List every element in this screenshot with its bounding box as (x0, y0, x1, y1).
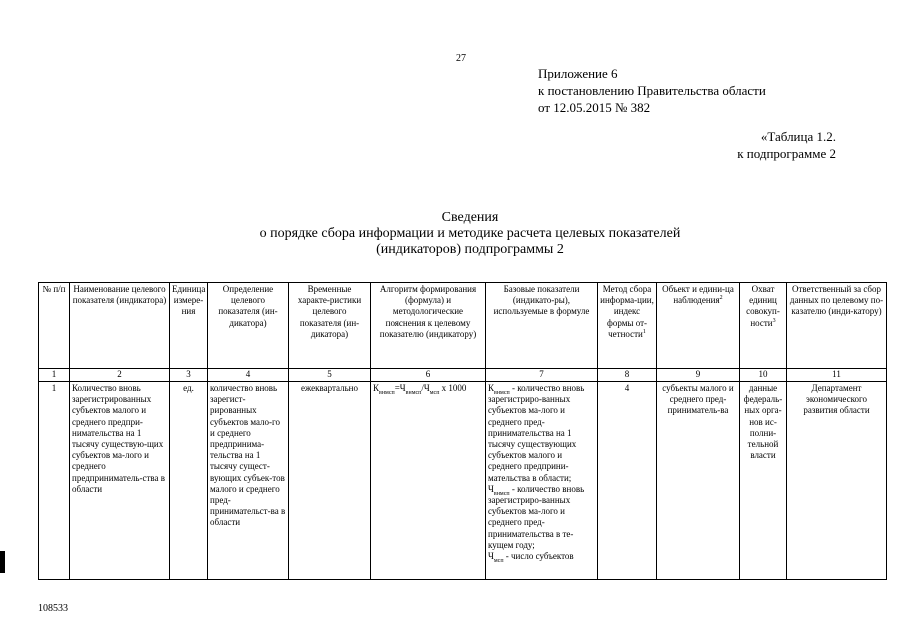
column-number: 3 (170, 369, 208, 382)
coverage: данные федераль-ных орга-нов ис-полни-тельной власти (740, 382, 787, 580)
base-text: - число субъектов (503, 551, 574, 562)
formula-ch-sub: внмсп (405, 389, 422, 396)
column-number: 10 (740, 369, 787, 382)
column-number: 9 (657, 369, 740, 382)
table-header-row (39, 283, 887, 369)
observation-object: субъекты малого и среднего пред-приниматель-ва (657, 382, 740, 580)
column-number: 6 (371, 369, 486, 382)
col-header-3: Единица измере-ния (170, 283, 208, 369)
time-characteristics: ежеквартально (289, 382, 371, 580)
formula-slash: /Ч (421, 383, 430, 393)
col-header-7: Базовые показатели (индикато-ры), используемые в формуле (486, 283, 598, 369)
table-caption-line-2: к подпрограмме 2 (737, 146, 836, 161)
page-number: 27 (456, 53, 466, 64)
column-number: 1 (39, 369, 70, 382)
row-number: 1 (39, 382, 70, 580)
appendix-header (538, 65, 766, 116)
unit-of-measure: ед. (170, 382, 208, 580)
appendix-line-1: Приложение 6 (538, 66, 618, 81)
base-text: - количество вновь зарегистриро-ванных субъектов ма-лого и среднего пред-принимательства на 1 тысячу существующих субъектов малого и среднего предприни-мательства в области; (488, 383, 585, 483)
appendix-line-2: к постановлению Правительства области (538, 83, 766, 98)
base-indicators (486, 382, 598, 580)
col-header-8 (598, 283, 657, 369)
column-number: 2 (70, 369, 170, 382)
footnote-mark-1: 1 (642, 328, 646, 335)
indicator-name: Количество вновь зарегистрированных субъектов малого и среднего предпри-нимательства на 1 тысячу существую-щих субъектов ма-лого и среднего предприниматель-ства в области (70, 382, 170, 580)
formula (371, 382, 486, 580)
column-number: 11 (787, 369, 887, 382)
table-caption-line-1: «Таблица 1.2. (760, 129, 836, 144)
collection-method: 4 (598, 382, 657, 580)
heading-line-3: (индикаторов) подпрограммы 2 (376, 242, 564, 257)
formula-eq: =Ч (394, 383, 406, 393)
col-header-9 (657, 283, 740, 369)
indicators-table (38, 282, 887, 580)
column-number: 8 (598, 369, 657, 382)
footnote-mark-3: 3 (772, 317, 776, 324)
column-number: 5 (289, 369, 371, 382)
col-header-10-text: Охват единиц совокуп-ности (746, 284, 780, 328)
formula-k: К (373, 383, 380, 393)
col-header-5: Временные характе-ристики целевого показателя (ин-дикатора) (289, 283, 371, 369)
col-header-9-text: Объект и едини-ца наблюдения (662, 284, 734, 306)
column-number: 7 (486, 369, 598, 382)
formula-tail: х 1000 (439, 383, 467, 393)
formula-k-sub: внмсп (379, 389, 395, 396)
responsible-body: Департамент экономического развития области (787, 382, 887, 580)
base-symbol: Ч (488, 551, 494, 562)
table-caption (600, 128, 836, 162)
base-symbol-sub: внмсп (493, 490, 510, 497)
col-header-4: Определение целевого показателя (ин-дикатора) (208, 283, 289, 369)
base-text: - количество вновь зарегистриро-ванных субъектов ма-лого и среднего пред-принимательства в те-кущем году; (488, 483, 585, 550)
col-header-10 (740, 283, 787, 369)
col-header-2: Наименование целевого показателя (индикатора) (70, 283, 170, 369)
col-header-1: № п/п (39, 283, 70, 369)
document-heading (100, 210, 840, 258)
col-header-11: Ответственный за сбор данных по целевому по-казателю (инди-катору) (787, 283, 887, 369)
column-number: 4 (208, 369, 289, 382)
margin-mark (0, 551, 5, 573)
formula-ch2-sub: мсп (429, 389, 440, 396)
base-symbol: Ч (488, 483, 494, 494)
footer-code: 108533 (38, 603, 68, 614)
heading-line-1: Сведения (441, 210, 499, 225)
footnote-mark-2: 2 (719, 295, 723, 302)
col-header-6: Алгоритм формирования (формула) и методологические пояснения к целевому показателю (индикатору) (371, 283, 486, 369)
appendix-line-3: от 12.05.2015 № 382 (538, 100, 651, 115)
table-row (39, 382, 887, 580)
col-header-8-text: Метод сбора информа-ции, индекс формы от-четности (600, 284, 654, 339)
heading-line-2: о порядке сбора информации и методике расчета целевых показателей (259, 226, 681, 241)
base-symbol-sub: внмсп (494, 389, 510, 396)
base-symbol: К (488, 383, 495, 393)
indicator-definition: количество вновь зарегист-рированных субъектов мало-го и среднего предпринима-тельства на 1 тысячу сущест-вующих субъек-тов малого и среднего пред-принимательст-ва в области (208, 382, 289, 580)
base-symbol-sub: мсп (493, 557, 504, 564)
column-number-row (39, 369, 887, 382)
